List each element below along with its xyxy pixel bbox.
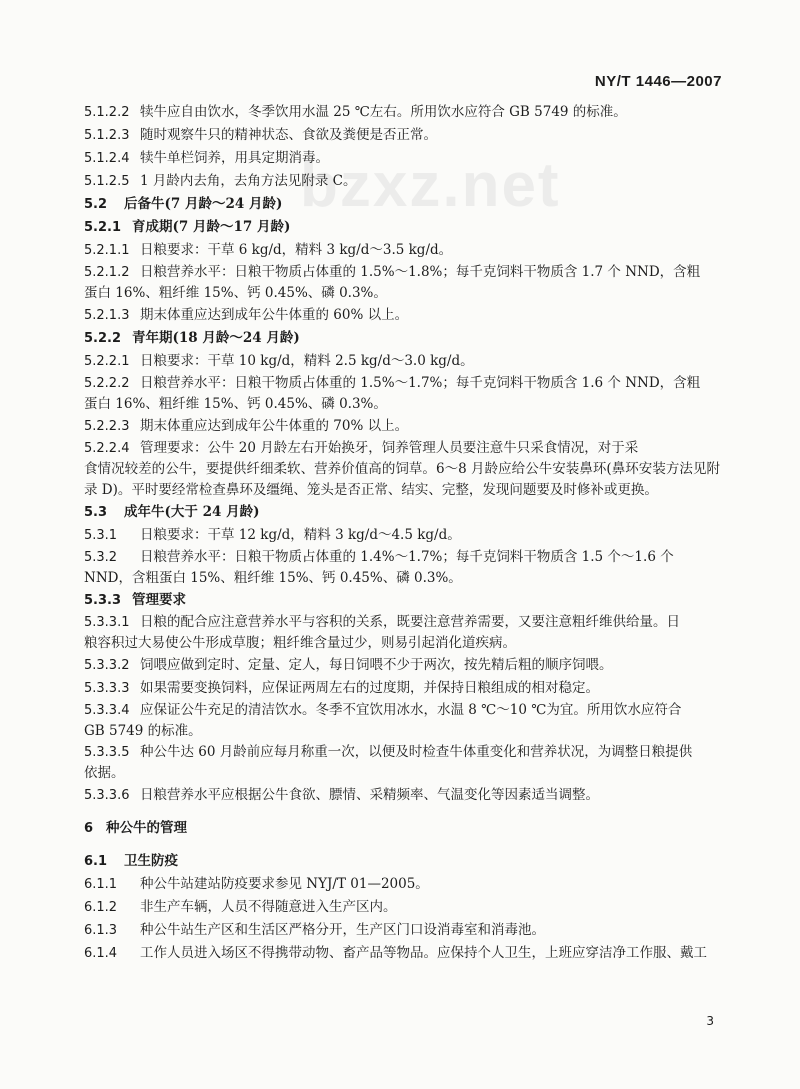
clause-text: 1 月龄内去角，去角方法见附录 C。: [140, 173, 357, 189]
clause-number: 5.3.3.5: [84, 745, 130, 760]
clause-number: 5.2.2.2: [84, 376, 130, 391]
section-title: 育成期(7 月龄～17 月龄): [132, 219, 291, 235]
clause-5-3-3-2: [84, 654, 720, 677]
clause-text: 随时观察牛只的精神状态、食欲及粪便是否正常。: [140, 127, 437, 143]
clause-5-1-2-3: [84, 124, 720, 147]
clause-5-2-1-3: [84, 304, 720, 327]
clause-6-1-3: [84, 919, 720, 942]
clause-number: 5.1.2.2: [84, 105, 130, 120]
page-number: 3: [706, 1014, 714, 1028]
clause-number: 5.3.3.4: [84, 703, 130, 718]
clause-text: 期末体重应达到成年公牛体重的 70% 以上。: [140, 418, 409, 434]
section-heading-5-3: [84, 501, 720, 524]
clause-5-1-2-2: [84, 101, 720, 124]
clause-5-2-2-4: [84, 438, 720, 501]
clause-number: 6.1.1: [84, 877, 118, 892]
clause-number: 5.1.2.4: [84, 151, 130, 166]
clause-text-continued: GB 5749 的标准。: [84, 723, 202, 739]
clause-5-2-1-1: [84, 239, 720, 262]
chapter-title: 种公牛的管理: [106, 820, 187, 836]
clause-number: 5.1.2.3: [84, 128, 130, 143]
clause-5-3-3-1: [84, 612, 720, 654]
clause-5-2-2-2: [84, 373, 720, 415]
clause-number: 5.3.3.3: [84, 681, 130, 696]
clause-number: 5.1.2.5: [84, 174, 130, 189]
clause-text: 犊牛应自由饮水，冬季饮用水温 25 ℃左右。所用饮水应符合 GB 5749 的标准。: [140, 104, 627, 120]
section-heading-6-1: [84, 850, 720, 873]
clause-text: 如果需要变换饲料，应保证两周左右的过度期，并保持日粮组成的相对稳定。: [140, 680, 599, 696]
clause-text: 日粮的配合应注意营养水平与容积的关系，既要注意营养需要，又要注意粗纤维供给量。日: [140, 614, 680, 630]
clause-text: 种公牛站生产区和生活区严格分开，生产区门口设消毒室和消毒池。: [140, 922, 545, 938]
watermark: bzxz.net: [300, 151, 561, 220]
clause-text: 日粮营养水平：日粮干物质占体重的 1.4%～1.7%；每千克饲料干物质含 1.5 个～1.6 个: [140, 549, 674, 565]
clause-number: 6.1.3: [84, 923, 118, 938]
clause-text: 日粮营养水平：日粮干物质占体重的 1.5%～1.8%；每千克饲料干物质含 1.7 个 NND，含粗: [140, 264, 701, 280]
clause-number: 6.1.2: [84, 900, 118, 915]
clause-text-continued: 蛋白 16%、粗纤维 15%、钙 0.45%、磷 0.3%。: [84, 396, 387, 412]
clause-text: 日粮要求：干草 10 kg/d，精料 2.5 kg/d～3.0 kg/d。: [140, 353, 474, 369]
standard-code: NY/T 1446—2007: [594, 73, 722, 90]
chapter-number: 6: [84, 821, 94, 836]
clause-text: 饲喂应做到定时、定量、定人，每日饲喂不少于两次，按先精后粗的顺序饲喂。: [140, 657, 613, 673]
clause-number: 5.2.1.2: [84, 265, 130, 280]
section-title: 青年期(18 月龄～24 月龄): [132, 330, 300, 346]
clause-text-continued: 蛋白 16%、粗纤维 15%、钙 0.45%、磷 0.3%。: [84, 285, 387, 301]
clause-text: 非生产车辆，人员不得随意进入生产区内。: [140, 899, 397, 915]
clause-text: 犊牛单栏饲养，用具定期消毒。: [140, 150, 329, 166]
clause-text: 日粮营养水平应根据公牛食欲、膘情、采精频率、气温变化等因素适当调整。: [140, 787, 599, 803]
clause-text: 日粮要求：干草 6 kg/d，精料 3 kg/d～3.5 kg/d。: [140, 242, 453, 258]
clause-text: 期末体重应达到成年公牛体重的 60% 以上。: [140, 307, 409, 323]
clause-text: 种公牛达 60 月龄前应每月称重一次，以便及时检查牛体重变化和营养状况，为调整日粮提供: [140, 744, 693, 760]
section-title: 卫生防疫: [124, 853, 178, 869]
section-heading-5-3-3: [84, 589, 720, 612]
document-body: [84, 101, 720, 965]
section-number: 5.3: [84, 505, 108, 520]
clause-5-2-2-1: [84, 350, 720, 373]
clause-text-continued: 依据。: [84, 765, 125, 781]
clause-5-2-1-2: [84, 262, 720, 304]
clause-number: 5.3.3.6: [84, 788, 130, 803]
clause-number: 5.3.2: [84, 550, 118, 565]
chapter-heading-6: [84, 817, 720, 840]
section-number: 5.2.2: [84, 331, 122, 346]
clause-5-3-3-5: [84, 742, 720, 784]
clause-number: 5.2.1.3: [84, 308, 130, 323]
clause-text: 工作人员进入场区不得携带动物、畜产品等物品。应保持个人卫生，上班应穿洁净工作服、戴工: [140, 945, 707, 961]
clause-text: 管理要求：公牛 20 月龄左右开始换牙，饲养管理人员要注意牛只采食情况，对于采: [140, 440, 639, 456]
clause-text-continued: 食情况较差的公牛，要提供纤细柔软、营养价值高的饲草。6～8 月龄应给公牛安装鼻环(鼻环安装方法见附录 D)。平时要经常检查鼻环及缰绳、笼头是否正常、结实、完整，发现问题要及时修补或更换。: [84, 461, 720, 498]
section-number: 5.2: [84, 197, 108, 212]
clause-number: 5.2.2.3: [84, 419, 130, 434]
clause-text: 日粮要求：干草 12 kg/d，精料 3 kg/d～4.5 kg/d。: [140, 527, 461, 543]
section-title: 管理要求: [132, 592, 186, 608]
clause-5-1-2-5: [84, 170, 720, 193]
section-number: 5.2.1: [84, 220, 122, 235]
clause-5-2-2-3: [84, 415, 720, 438]
clause-number: 5.2.2.4: [84, 441, 130, 456]
clause-number: 5.3.3.2: [84, 658, 130, 673]
section-heading-5-2-2: [84, 327, 720, 350]
clause-number: 6.1.4: [84, 946, 118, 961]
clause-text: 应保证公牛充足的清洁饮水。冬季不宜饮用冰水，水温 8 ℃～10 ℃为宜。所用饮水应符合: [140, 702, 682, 718]
clause-number: 5.3.3.1: [84, 615, 130, 630]
clause-text-continued: NND，含粗蛋白 15%、粗纤维 15%、钙 0.45%、磷 0.3%。: [84, 570, 462, 586]
section-heading-5-2-1: [84, 216, 720, 239]
clause-5-3-3-4: [84, 700, 720, 742]
clause-5-3-2: [84, 547, 720, 589]
clause-6-1-1: [84, 873, 720, 896]
clause-5-3-3-6: [84, 784, 720, 807]
clause-5-1-2-4: [84, 147, 720, 170]
clause-6-1-4: [84, 942, 720, 965]
clause-6-1-2: [84, 896, 720, 919]
clause-5-3-3-3: [84, 677, 720, 700]
section-title: 后备牛(7 月龄～24 月龄): [124, 196, 283, 212]
section-number: 6.1: [84, 854, 108, 869]
section-number: 5.3.3: [84, 593, 122, 608]
clause-text: 种公牛站建站防疫要求参见 NYJ/T 01—2005。: [140, 876, 429, 892]
clause-text: 日粮营养水平：日粮干物质占体重的 1.5%～1.7%；每千克饲料干物质含 1.6 个 NND，含粗: [140, 375, 701, 391]
clause-number: 5.2.2.1: [84, 354, 130, 369]
clause-number: 5.3.1: [84, 528, 118, 543]
section-heading-5-2: [84, 193, 720, 216]
clause-5-3-1: [84, 524, 720, 547]
clause-text-continued: 粮容积过大易使公牛形成草腹；粗纤维含量过少，则易引起消化道疾病。: [84, 635, 516, 651]
clause-number: 5.2.1.1: [84, 243, 130, 258]
section-title: 成年牛(大于 24 月龄): [124, 504, 260, 520]
